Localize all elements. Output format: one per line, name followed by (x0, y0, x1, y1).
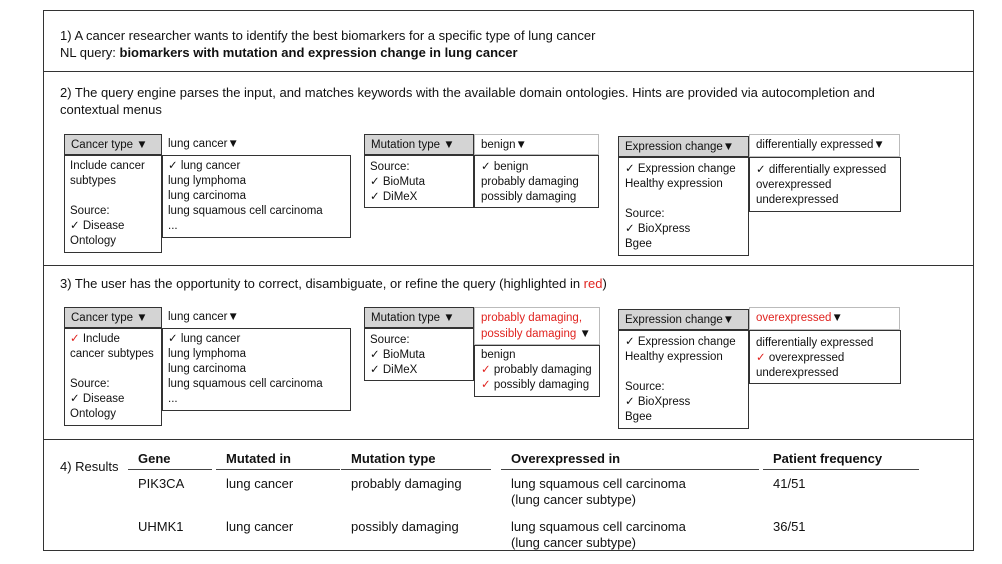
header-underline (763, 469, 919, 470)
expression-option-1[interactable]: Healthy expression (625, 178, 723, 190)
mutation-option-refined-1[interactable]: ✓ BioMuta (370, 349, 426, 361)
mutation-option-possibly[interactable] (481, 378, 592, 393)
mutation-option-0[interactable]: Source: (370, 161, 410, 173)
nl-query-line (60, 45, 518, 61)
source-option-cont: Ontology (70, 408, 117, 420)
expression-change-value[interactable]: differentially expressed▼ (749, 134, 900, 157)
cancer-values-list (168, 159, 323, 234)
expression-option-0[interactable]: ✓ Expression change (625, 163, 736, 175)
divider-3 (43, 439, 974, 440)
gene-header: Gene (138, 451, 171, 466)
source-label: Source: (70, 378, 110, 390)
check-icon: ✓ (481, 379, 491, 391)
overexpressed-in-cell: lung squamous cell carcinoma (511, 476, 686, 491)
patient-frequency-cell: 36/51 (773, 519, 806, 534)
include-subtypes-check: ✓ (70, 333, 80, 345)
step3-text-b: ) (602, 276, 607, 291)
expression-option-refined-4[interactable]: ✓ BioXpress (625, 396, 691, 408)
cancer-type-dropdown[interactable]: Cancer type ▼ (64, 134, 162, 155)
mutation-option-benign[interactable]: benign (481, 349, 516, 361)
overexpressed-in-note: (lung cancer subtype) (511, 535, 637, 550)
mutation-value-2[interactable]: possibly damaging (481, 191, 577, 203)
expression-option-4[interactable]: ✓ BioXpress (625, 223, 691, 235)
chevron-down-icon: ▼ (576, 328, 591, 340)
cancer-value-refined-2[interactable]: lung carcinoma (168, 363, 246, 375)
header-underline (216, 469, 340, 470)
cancer-options-list (70, 159, 145, 249)
expression-options-list (625, 162, 736, 252)
patient-frequency-cell: 41/51 (773, 476, 806, 491)
mutation-type-cell: possibly damaging (351, 519, 459, 534)
expression-option-refined-0[interactable]: ✓ Expression change (625, 336, 736, 348)
mutation-type-header: Mutation type (351, 451, 436, 466)
expression-option-3[interactable]: Source: (625, 208, 665, 220)
cancer-option-3[interactable]: Source: (70, 205, 110, 217)
nl-query-label: NL query: (60, 45, 120, 60)
expression-option-2[interactable] (625, 192, 736, 207)
mutation-type-dropdown[interactable]: Mutation type ▼ (364, 134, 474, 155)
cancer-value-refined-3[interactable]: lung squamous cell carcinoma (168, 378, 323, 390)
gene-cell: UHMK1 (138, 519, 184, 534)
cancer-value-4[interactable]: ... (168, 220, 178, 232)
cancer-value-1[interactable]: lung lymphoma (168, 175, 246, 187)
mutation-type-value-refined[interactable] (474, 307, 600, 345)
step2-description-line2: contextual menus (60, 102, 162, 117)
header-underline (501, 469, 759, 470)
mutated-in-header: Mutated in (226, 451, 291, 466)
expression-value-1[interactable]: overexpressed (756, 179, 832, 191)
source-option[interactable]: ✓ Disease (70, 393, 125, 405)
cancer-value-3[interactable]: lung squamous cell carcinoma (168, 205, 323, 217)
expression-option-under[interactable]: underexpressed (756, 367, 839, 379)
cancer-value-refined-0[interactable]: ✓ lung cancer (168, 333, 241, 345)
mutated-in-cell: lung cancer (226, 519, 294, 534)
expression-value-2[interactable]: underexpressed (756, 194, 839, 206)
check-icon: ✓ (756, 352, 766, 364)
gene-cell: PIK3CA (138, 476, 185, 491)
overexpressed-in-header: Overexpressed in (511, 451, 621, 466)
results-label: 4) Results (60, 459, 119, 474)
cancer-option-4[interactable]: ✓ Disease (70, 220, 125, 232)
mutation-type-dropdown-refined[interactable]: Mutation type ▼ (364, 307, 474, 328)
cancer-options-list-refined (70, 332, 154, 422)
mutation-option-refined-0[interactable]: Source: (370, 334, 410, 346)
header-underline (128, 469, 212, 470)
step3-text-red: red (583, 276, 603, 291)
patient-frequency-header: Patient frequency (773, 451, 883, 466)
expression-options-list-refined (625, 335, 736, 425)
mutation-values-list-refined (481, 348, 592, 393)
cancer-type-value-refined[interactable]: lung cancer▼ (162, 307, 350, 328)
expression-option-over[interactable] (756, 351, 873, 366)
expression-value-0[interactable]: ✓ differentially expressed (756, 164, 887, 176)
expression-option-over-label: overexpressed (765, 352, 845, 364)
expression-value-red: overexpressed (756, 312, 832, 324)
expression-option-refined-3[interactable]: Source: (625, 381, 665, 393)
cancer-value-0[interactable]: ✓ lung cancer (168, 160, 241, 172)
expression-values-list (756, 163, 886, 208)
mutation-value-1[interactable]: probably damaging (481, 176, 579, 188)
mutation-value-0[interactable]: ✓ benign (481, 161, 529, 173)
step3-text-a: 3) The user has the opportunity to correct, disambiguate, or refine the query (highlighted in (60, 276, 584, 291)
mutation-type-value[interactable]: benign▼ (474, 134, 599, 155)
divider-2 (43, 265, 974, 266)
cancer-value-refined-1[interactable]: lung lymphoma (168, 348, 246, 360)
mutation-option-1[interactable]: ✓ BioMuta (370, 176, 426, 188)
nl-query-text: biomarkers with mutation and expression change in lung cancer (119, 45, 518, 60)
include-subtypes-label: Include (79, 333, 120, 345)
include-subtypes-label-2: cancer subtypes (70, 348, 154, 360)
mutation-values-list (481, 160, 579, 205)
cancer-option-2[interactable] (70, 189, 145, 204)
overexpressed-in-note: (lung cancer subtype) (511, 492, 637, 507)
expression-change-dropdown-refined[interactable]: Expression change▼ (618, 309, 749, 330)
expression-option-refined-2[interactable] (625, 365, 736, 380)
cancer-type-dropdown-refined[interactable]: Cancer type ▼ (64, 307, 162, 328)
expression-values-list-refined (756, 336, 873, 381)
cancer-value-refined-4[interactable]: ... (168, 393, 178, 405)
mutation-value-line2: possibly damaging (481, 328, 577, 340)
include-subtypes-option[interactable] (70, 332, 154, 347)
expression-option-5[interactable]: Bgee (625, 238, 652, 250)
mutation-option-possibly-label: possibly damaging (493, 379, 590, 391)
mutation-option-probably-label: probably damaging (493, 364, 592, 376)
check-icon: ✓ (481, 364, 491, 376)
cancer-option-1[interactable]: subtypes (70, 175, 117, 187)
cancer-values-list-refined (168, 332, 323, 407)
cancer-option-0[interactable]: Include cancer (70, 160, 145, 172)
cancer-type-value[interactable]: lung cancer▼ (162, 134, 350, 155)
divider-1 (43, 71, 974, 72)
expression-change-value-refined[interactable] (749, 307, 900, 330)
mutation-type-cell: probably damaging (351, 476, 462, 491)
chevron-down-icon: ▼ (831, 312, 843, 324)
expression-change-dropdown[interactable]: Expression change▼ (618, 136, 749, 157)
mutation-option-2[interactable]: ✓ DiMeX (370, 191, 418, 203)
step3-description (60, 276, 607, 292)
overexpressed-in-cell: lung squamous cell carcinoma (511, 519, 686, 534)
mutation-options-list (370, 160, 425, 205)
mutation-option-probably[interactable] (481, 363, 592, 378)
mutation-value-line1: probably damaging, (481, 312, 583, 324)
step1-description: 1) A cancer researcher wants to identify the best biomarkers for a specific type of lung cancer (60, 28, 596, 43)
header-underline (341, 469, 491, 470)
mutation-options-list-refined (370, 333, 425, 378)
expression-option-diff[interactable]: differentially expressed (756, 337, 874, 349)
step2-description-line1: 2) The query engine parses the input, and matches keywords with the available domain ontologies. Hints are provided via autocompletion and (60, 85, 875, 100)
cancer-value-2[interactable]: lung carcinoma (168, 190, 246, 202)
expression-option-refined-5[interactable]: Bgee (625, 411, 652, 423)
expression-option-refined-1[interactable]: Healthy expression (625, 351, 723, 363)
cancer-option-5[interactable]: Ontology (70, 235, 117, 247)
mutation-option-refined-2[interactable]: ✓ DiMeX (370, 364, 418, 376)
mutated-in-cell: lung cancer (226, 476, 294, 491)
